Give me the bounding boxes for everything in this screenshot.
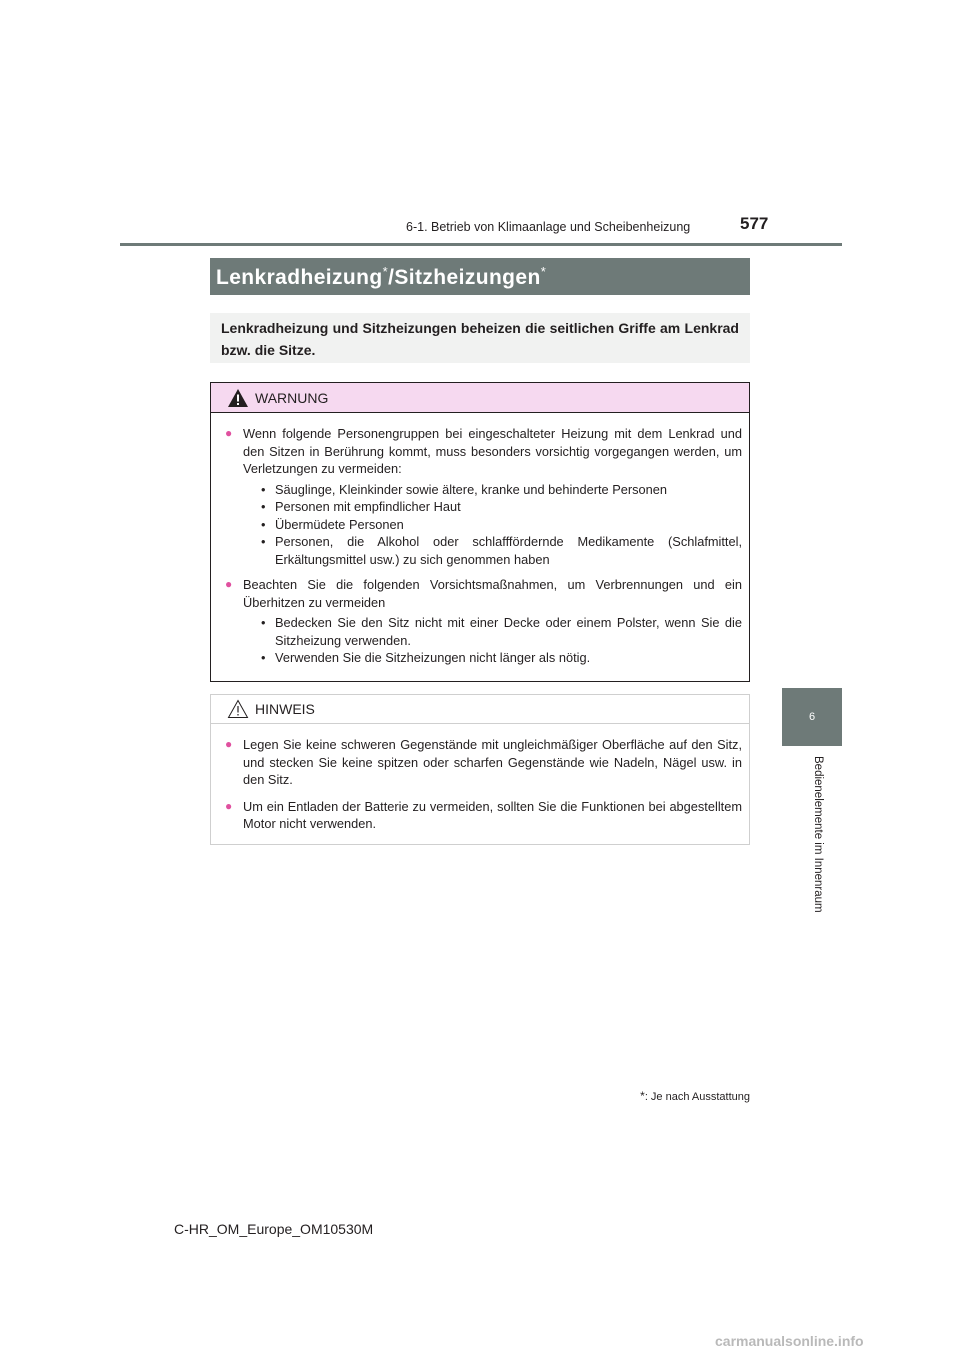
notice-box xyxy=(210,694,750,845)
notice-header xyxy=(211,695,749,724)
notice-body xyxy=(211,724,749,833)
title-separator: / xyxy=(388,265,395,289)
footnote xyxy=(620,1089,750,1103)
notice-item-text: Um ein Entladen der Batterie zu vermeiden, sollten Sie die Funktionen bei abgestelltem Motor nicht verwenden. xyxy=(243,798,742,831)
warning-item xyxy=(225,576,742,671)
sub-list-item: • Personen mit empfindlicher Haut xyxy=(261,499,461,514)
asterisk-icon: * xyxy=(540,263,547,279)
sub-list-item: • Bedecken Sie den Sitz nicht mit einer Decke oder einem Polster, wenn Sie die Sitzheizung verwenden. xyxy=(261,615,742,648)
asterisk-icon: * xyxy=(382,263,389,279)
bullet-icon: ● xyxy=(225,426,233,440)
caution-triangle-icon xyxy=(227,699,249,719)
warning-sub-list xyxy=(261,614,742,667)
chapter-label: Bedienelemente im Innenraum xyxy=(812,756,824,913)
title-part-steering: Lenkradheizung xyxy=(216,265,383,289)
notice-item xyxy=(225,798,742,833)
section-title xyxy=(216,264,546,290)
sub-list-item: • Personen, die Alkohol oder schlafffördernde Medikamente (Schlafmittel, Erkältungsmittel usw.) zu sich genommen haben xyxy=(261,534,742,567)
notice-item-text: Legen Sie keine schweren Gegenstände mit ungleichmäßiger Oberfläche auf den Sitz, und stecken Sie keine spitzen oder scharfen Gegenstände wie Nadeln, Nägel usw. in den Sitz. xyxy=(243,737,742,787)
asterisk-icon: * xyxy=(640,1089,645,1103)
warning-header xyxy=(211,383,749,413)
warning-item xyxy=(225,425,742,572)
header-rule xyxy=(120,243,842,246)
running-header-section: 6-1. Betrieb von Klimaanlage und Scheibenheizung xyxy=(406,220,691,234)
warning-triangle-icon xyxy=(227,388,249,408)
footnote-text: : Je nach Ausstattung xyxy=(644,1091,750,1103)
sub-list-item: • Verwenden Sie die Sitzheizungen nicht länger als nötig. xyxy=(261,650,591,665)
warning-item-text: Wenn folgende Personengruppen bei eingeschalteter Heizung mit dem Lenkrad und den Sitzen in Berührung kommt, muss besonders vorsichtig vorgegangen werden, um Verletzungen zu vermeiden: xyxy=(243,426,742,476)
sub-list-item: • Säuglinge, Kleinkinder sowie ältere, kranke und behinderte Personen xyxy=(261,481,667,497)
sub-list-item: • Übermüdete Personen xyxy=(261,516,404,532)
bullet-icon: ● xyxy=(225,798,233,813)
document-id: C-HR_OM_Europe_OM10530M xyxy=(174,1221,374,1237)
bullet-icon: ● xyxy=(225,737,233,751)
warning-body xyxy=(211,413,749,671)
chapter-number: 6 xyxy=(808,711,816,723)
bullet-icon: ● xyxy=(225,577,233,591)
chapter-tab xyxy=(782,688,842,746)
warning-label: WARNUNG xyxy=(255,389,329,406)
warning-item-text: Beachten Sie die folgenden Vorsichtsmaßnahmen, um Verbrennungen und ein Überhitzen zu vermeiden xyxy=(243,577,742,610)
title-part-seats: Sitzheizungen xyxy=(394,265,541,289)
notice-item xyxy=(225,736,742,789)
warning-box xyxy=(210,382,750,682)
notice-label: HINWEIS xyxy=(255,701,315,717)
warning-sub-list xyxy=(261,481,742,569)
section-title-bar xyxy=(210,258,750,295)
watermark: carmanualsonline.info xyxy=(715,1333,864,1349)
page-number: 577 xyxy=(740,214,769,233)
intro-box: Lenkradheizung und Sitzheizungen beheizen die seitlichen Griffe am Lenkrad bzw. die Sitze. xyxy=(210,313,750,363)
